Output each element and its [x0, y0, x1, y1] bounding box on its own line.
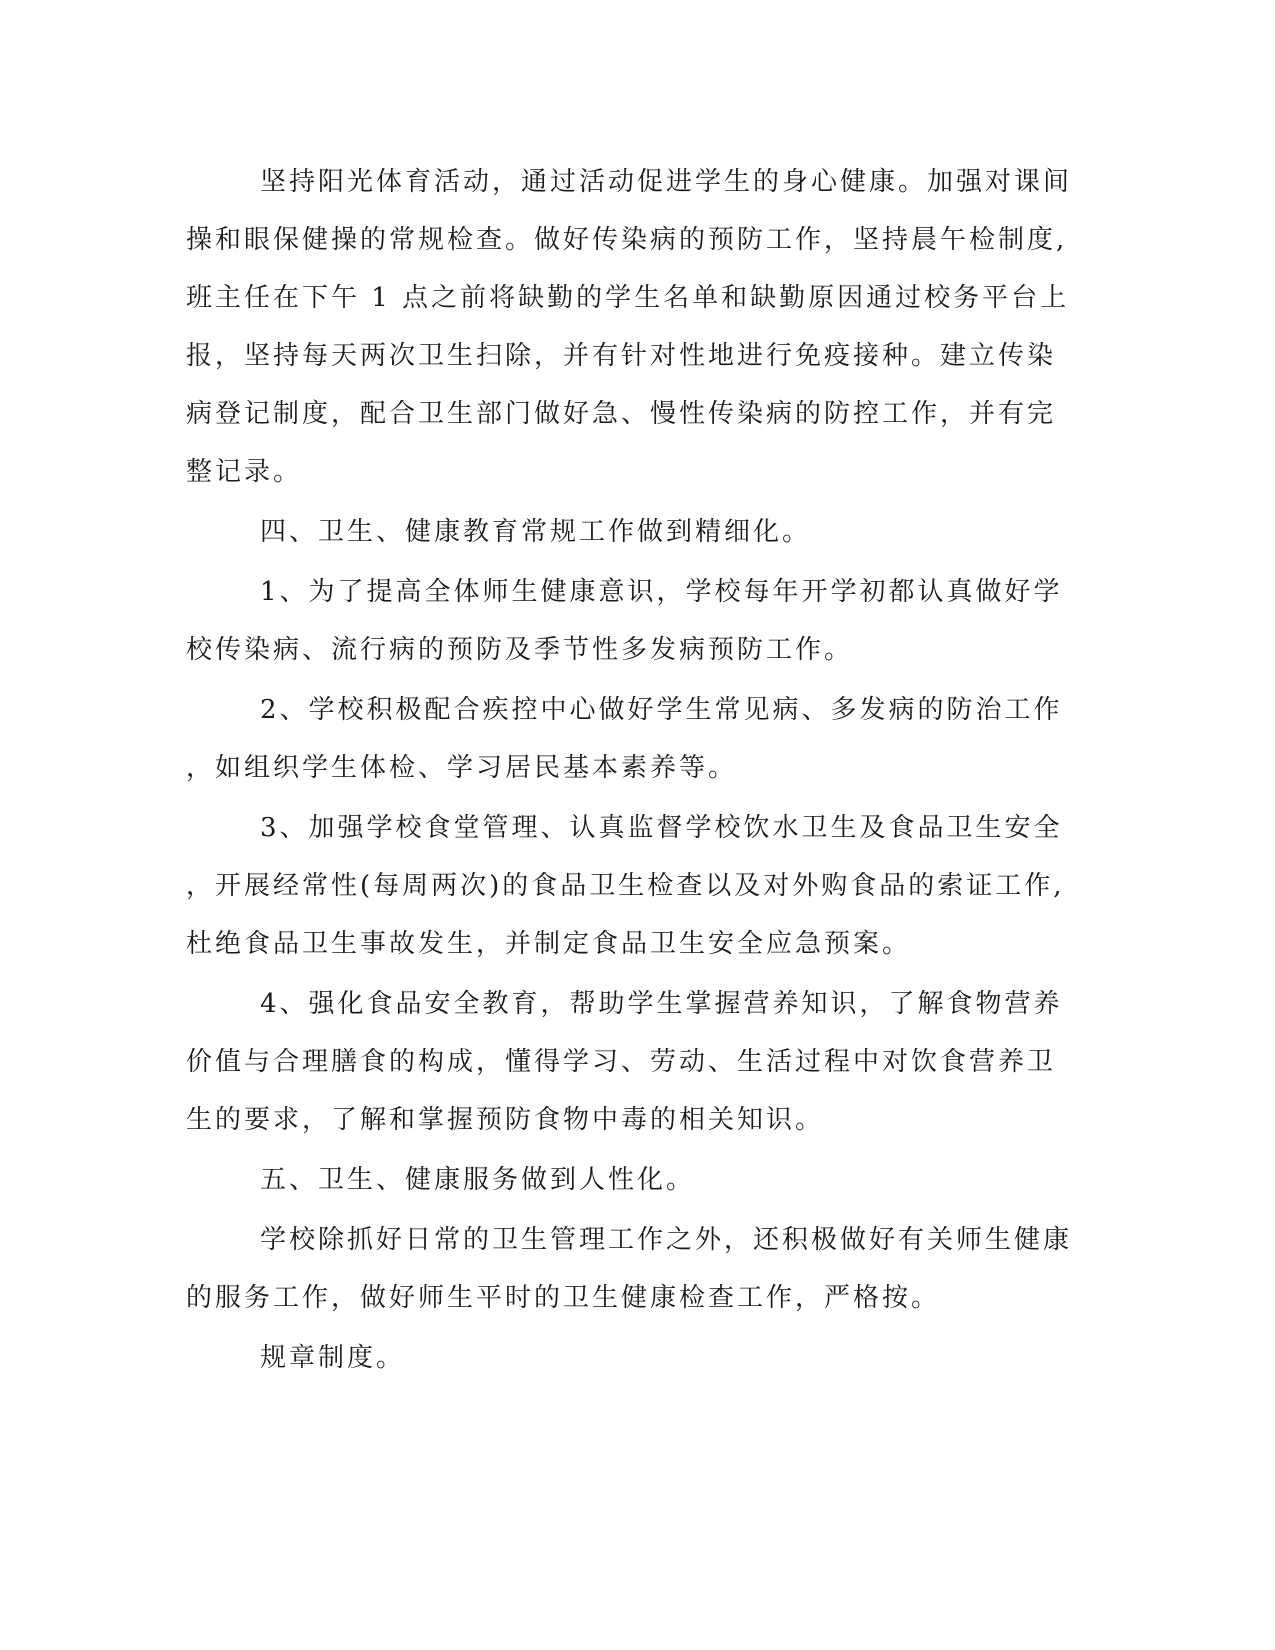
list-item-line: 2、学校积极配合疾控中心做好学生常见病、多发病的防治工作	[260, 695, 1063, 725]
list-item-line: ，开展经常性(每周两次)的食品卫生检查以及对外购食品的索证工作,	[186, 871, 1065, 901]
list-item-line: 生的要求，了解和掌握预防食物中毒的相关知识。	[186, 1105, 825, 1135]
list-item-line: ，如组织学生体检、学习居民基本素养等。	[186, 753, 738, 783]
section-heading: 四、卫生、健康教育常规工作做到精细化。	[260, 517, 812, 547]
paragraph-line: 学校除抓好日常的卫生管理工作之外，还积极做好有关师生健康	[260, 1225, 1073, 1255]
list-item-line: 4、强化食品安全教育，帮助学生掌握营养知识，了解食物营养	[260, 989, 1063, 1019]
paragraph-line: 操和眼保健操的常规检查。做好传染病的预防工作，坚持晨午检制度,	[186, 225, 1068, 255]
list-item-line: 3、加强学校食堂管理、认真监督学校饮水卫生及食品卫生安全	[260, 813, 1063, 843]
paragraph-line: 的服务工作，做好师生平时的卫生健康检查工作，严格按。	[186, 1283, 941, 1313]
list-item-line: 1、为了提高全体师生健康意识，学校每年开学初都认真做好学	[260, 577, 1063, 607]
list-item-line: 杜绝食品卫生事故发生，并制定食品卫生安全应急预案。	[186, 929, 912, 959]
list-item-line: 价值与合理膳食的构成，懂得学习、劳动、生活过程中对饮食营养卫	[186, 1047, 1057, 1077]
paragraph-line: 规章制度。	[260, 1343, 406, 1373]
list-item-line: 校传染病、流行病的预防及季节性多发病预防工作。	[186, 635, 854, 665]
paragraph-line: 整记录。	[186, 457, 303, 487]
paragraph-line: 坚持阳光体育活动，通过活动促进学生的身心健康。加强对课间	[260, 167, 1073, 197]
paragraph-line: 班主任在下午 1 点之前将缺勤的学生名单和缺勤原因通过校务平台上	[186, 283, 1070, 313]
section-heading: 五、卫生、健康服务做到人性化。	[260, 1165, 696, 1195]
paragraph-line: 报，坚持每天两次卫生扫除，并有针对性地进行免疫接种。建立传染	[186, 341, 1057, 371]
paragraph-line: 病登记制度，配合卫生部门做好急、慢性传染病的防控工作，并有完	[186, 399, 1057, 429]
